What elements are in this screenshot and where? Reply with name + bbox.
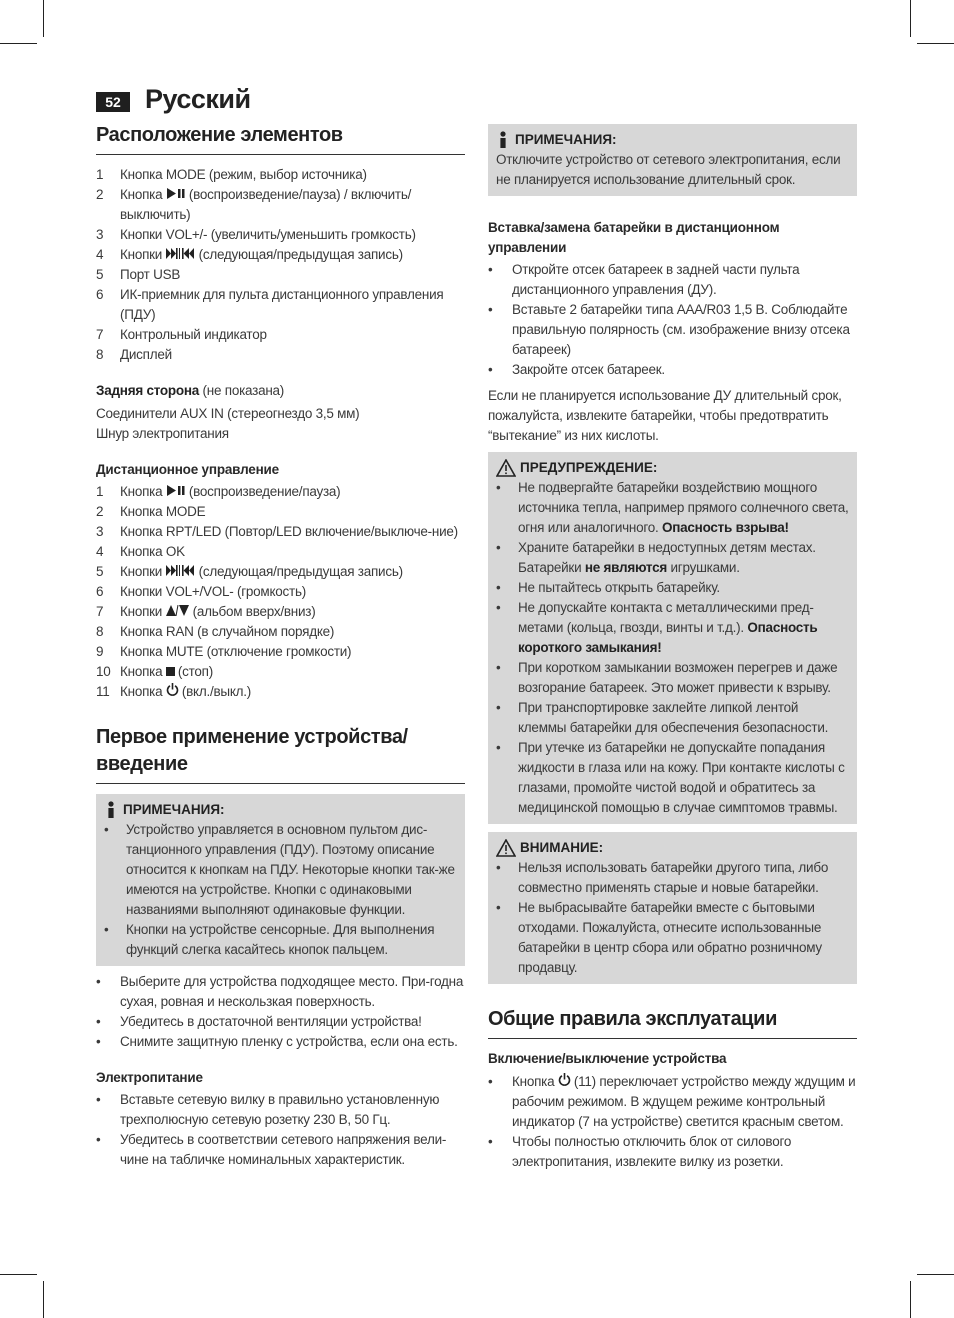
bullet: • [96, 1092, 101, 1107]
setup-item-text: Снимите защитную пленку с устройства, если она есть. [120, 1034, 458, 1049]
remote-item-desc: Кнопка RAN (в случайном порядке) [120, 624, 335, 639]
remote-item-text [120, 582, 306, 602]
remote-item-text [120, 522, 458, 542]
part-item-text [120, 265, 180, 285]
warning-triangle-icon [496, 459, 516, 477]
part-item-desc: (следующая/предыдущая запись) [198, 247, 403, 262]
setup-item-text: Выберите для устройства подходящее место. При-годна сухая, ровная и нескользкая поверхность. [120, 974, 464, 1009]
part-item-desc: Порт USB [120, 267, 181, 282]
remote-item-desc: Кнопка MODE [120, 504, 206, 519]
part-item-number: 7 [96, 327, 104, 342]
bullet: • [104, 922, 109, 937]
remote-item-desc: (альбом вверх/вниз) [192, 604, 316, 619]
bullet: • [488, 362, 493, 377]
remote-item [96, 522, 465, 542]
part-item [96, 185, 465, 225]
battery-item-text: Вставьте 2 батарейки типа AAA/R03 1,5 В. Соблюдайте правильную полярность (см. изображение внизу отсека батареек) [512, 302, 850, 357]
bullet: • [96, 1132, 101, 1147]
part-item-text [120, 285, 465, 325]
remote-item-number: 1 [96, 484, 104, 499]
part-item-desc: (воспроизведение/пауза) / включить/ выключить) [120, 187, 412, 222]
section-heading-rules: Общие правила эксплуатации [488, 1006, 857, 1039]
bullet: • [496, 580, 501, 595]
bullet: • [96, 1014, 101, 1029]
bullet: • [496, 660, 501, 675]
part-item [96, 345, 465, 365]
remote-item [96, 562, 465, 582]
play-pause-icon [166, 185, 186, 205]
warning-item-text: При транспортировке заклейте липкой лентой клеммы батарейки для обеспечения безопасности. [518, 700, 829, 735]
power-list [96, 1090, 465, 1170]
info-icon [496, 131, 510, 149]
bullet: • [496, 600, 501, 615]
caution-item [496, 858, 849, 898]
rear-connector-line: Соединители AUX IN (стереогнездо 3,5 мм) [96, 406, 360, 421]
note-title-row: ПРИМЕЧАНИЯ: [104, 800, 457, 820]
power-icon [558, 1072, 571, 1092]
onoff-item-desc: Чтобы полностью отключить блок от силового электропитания, извлеките вилку из розетки. [512, 1134, 792, 1169]
remote-item-number: 10 [96, 664, 111, 679]
section-heading-layout: Расположение элементов [96, 122, 465, 155]
warning-item [496, 738, 849, 818]
section-heading-first-use: Первое применение устройства/ введение [96, 724, 465, 784]
warning-box [488, 452, 857, 824]
remote-item-desc: (воспроизведение/пауза) [188, 484, 341, 499]
remote-item-desc: Кнопка MUTE (отключение громкости) [120, 644, 352, 659]
power-item-text: Вставьте сетевую вилку в правильно установленную трехполюсную сетевую розетку 230 В, 50 Гц. [120, 1092, 440, 1127]
caution-list [496, 858, 849, 978]
remote-item-label: Кнопка [120, 664, 166, 679]
remote-item-desc: Кнопки VOL+/VOL- (громкость) [120, 584, 306, 599]
remote-item [96, 622, 465, 642]
note-box-right [488, 124, 857, 196]
remote-heading: Дистанционное управление [96, 462, 279, 477]
part-item-desc: Кнопки VOL+/- (увеличить/уменьшить громкость) [120, 227, 416, 242]
play-pause-icon [166, 482, 186, 502]
remote-item-label: Кнопка [120, 484, 166, 499]
bullet: • [488, 1134, 493, 1149]
part-item-text [120, 185, 465, 225]
caution-item [496, 898, 849, 978]
remote-item-number: 3 [96, 524, 104, 539]
bullet: • [488, 262, 493, 277]
remote-item-number: 11 [96, 684, 110, 699]
rear-cord-line: Шнур электропитания [96, 426, 229, 441]
part-item [96, 325, 465, 345]
note-text: Отключите устройство от сетевого электропитания, если не планируется использование длительный срок. [496, 152, 841, 187]
part-item-label: Кнопки [120, 247, 166, 262]
bullet: • [496, 740, 501, 755]
note-item [104, 920, 457, 960]
remote-item-desc: Кнопка OK [120, 544, 185, 559]
part-item [96, 225, 465, 245]
remote-list [96, 482, 465, 702]
remote-item [96, 542, 465, 562]
battery-item-text: Закройте отсек батареек. [512, 362, 665, 377]
warning-item-text: При коротком замыкании возможен перегрев и даже возгорание батареек. Это может привести к взрыву. [518, 660, 838, 695]
crop-mark [917, 43, 954, 44]
onoff-item [488, 1072, 857, 1132]
note-item-text: Кнопки на устройстве сенсорные. Для выполнения функций слегка касайтесь кнопок пальцем. [126, 922, 435, 957]
part-item-desc: Кнопка MODE (режим, выбор источника) [120, 167, 367, 182]
remote-item-desc: (следующая/предыдущая запись) [198, 564, 403, 579]
remote-item [96, 682, 465, 702]
next-prev-icon [166, 562, 196, 582]
crop-mark [917, 1274, 954, 1275]
right-column [488, 124, 857, 1172]
battery-heading: Вставка/замена батарейки в дистанционном управлении [488, 220, 780, 255]
setup-item [96, 972, 465, 1012]
info-icon [104, 801, 118, 819]
note-item-text: Устройство управляется в основном пультом дис-танционного управления (ПДУ). Поэтому описание относится к кнопкам на ПДУ. Некоторые кнопки так-же имеются на устройстве. Кнопки с одинаковыми названиями выполняют одинаковые функции. [126, 822, 455, 917]
remote-item-text [120, 562, 403, 582]
warning-item [496, 578, 849, 598]
warning-item [496, 698, 849, 738]
battery-list [488, 260, 857, 380]
rear-side-line [96, 381, 465, 401]
power-heading: Электропитание [96, 1070, 203, 1085]
next-prev-icon [166, 245, 196, 265]
warning-item-text: Не допускайте контакта с металлическими пред-метами (кольца, гвозди, винты и т.д.). Опасность короткого замыкания! [518, 600, 818, 655]
remote-item-label: Кнопки [120, 604, 166, 619]
caution-title-row: ВНИМАНИЕ: [496, 838, 849, 858]
remote-item-desc: (стоп) [177, 664, 213, 679]
remote-item-label: Кнопки [120, 564, 166, 579]
onoff-item-text [512, 1074, 855, 1129]
remote-item-number: 5 [96, 564, 104, 579]
part-item [96, 265, 465, 285]
remote-item [96, 482, 465, 502]
part-item-number: 3 [96, 227, 104, 242]
remote-item-text [120, 602, 315, 622]
part-item-number: 5 [96, 267, 104, 282]
part-item-text [120, 245, 403, 265]
up-down-icon [166, 602, 190, 622]
warning-item-text: Храните батарейки в недоступных детям местах. Батарейки не являются игрушками. [518, 540, 816, 575]
onoff-list [488, 1072, 857, 1172]
note-box [96, 794, 465, 966]
bullet: • [496, 540, 501, 555]
caution-box [488, 832, 857, 984]
part-item-number: 2 [96, 187, 104, 202]
onoff-item-text [512, 1134, 791, 1169]
bullet: • [104, 822, 109, 837]
remote-item-number: 8 [96, 624, 104, 639]
setup-item-text: Убедитесь в достаточной вентиляции устройства! [120, 1014, 422, 1029]
remote-item [96, 582, 465, 602]
bullet: • [96, 1034, 101, 1049]
language-title: Русский [145, 84, 251, 114]
warning-title-row: ПРЕДУПРЕЖДЕНИЕ: [496, 458, 849, 478]
setup-item [96, 1032, 465, 1052]
remote-item-number: 4 [96, 544, 104, 559]
part-item-label: Кнопка [120, 187, 166, 202]
remote-item-number: 2 [96, 504, 104, 519]
crop-mark [910, 1281, 911, 1318]
remote-item-number: 6 [96, 584, 104, 599]
remote-item-text [120, 642, 351, 662]
remote-item-text [120, 682, 251, 702]
remote-item-text [120, 662, 213, 682]
battery-item [488, 260, 857, 300]
left-column [96, 122, 465, 1170]
warning-list [496, 478, 849, 818]
warning-item-text: При утечке из батарейки не допускайте попадания жидкости в глаза или на кожу. При контакте кислоты с глазами, промойте чистой водой и обратитесь за медицинской помощью в случае симптомов травмы. [518, 740, 845, 815]
remote-item-number: 9 [96, 644, 104, 659]
rear-side-note: (не показана) [199, 383, 285, 398]
power-icon [166, 682, 179, 702]
setup-list [96, 972, 465, 1052]
bullet: • [496, 700, 501, 715]
parts-list [96, 165, 465, 365]
battery-paragraph: Если не планируется использование ДУ длительный срок, пожалуйста, извлеките батарейки, чтобы предотвратить “вытекание” из них кислоты. [488, 388, 842, 443]
battery-item [488, 360, 857, 380]
page-number: 52 [96, 92, 130, 112]
caution-item-text: Не выбрасывайте батарейки вместе с бытовыми отходами. Пожалуйста, отнесите использованные батарейки в центр сбора или обратно розничному продавцу. [518, 900, 822, 975]
bullet: • [96, 974, 101, 989]
part-item [96, 245, 465, 265]
onoff-item [488, 1132, 857, 1172]
part-item-text [120, 345, 172, 365]
part-item-number: 4 [96, 247, 104, 262]
bullet: • [488, 1074, 493, 1089]
part-item-number: 8 [96, 347, 104, 362]
caution-triangle-icon [496, 839, 516, 857]
part-item-desc: ИК-приемник для пульта дистанционного управления (ПДУ) [120, 287, 444, 322]
caution-item-text: Нельзя использовать батарейки другого типа, либо совместно применять старые и новые батарейки. [518, 860, 829, 895]
part-item-number: 6 [96, 287, 104, 302]
emphasis: Опасность короткого замыкания! [518, 620, 818, 655]
onoff-heading: Включение/выключение устройства [488, 1051, 727, 1066]
remote-item-desc: (вкл./выкл.) [181, 684, 252, 699]
power-item [96, 1130, 465, 1170]
remote-item-desc: Кнопка RPT/LED (Повтор/LED включение/выключе-ние) [120, 524, 458, 539]
part-item [96, 165, 465, 185]
warning-item-text: Не пытайтесь открыть батарейку. [518, 580, 720, 595]
note-title-row: ПРИМЕЧАНИЯ: [496, 130, 849, 150]
stop-icon [166, 662, 175, 682]
crop-mark [910, 0, 911, 37]
remote-item-text [120, 482, 340, 502]
warning-item [496, 538, 849, 578]
bullet: • [496, 900, 501, 915]
warning-item [496, 658, 849, 698]
part-item-text [120, 165, 367, 185]
part-item-desc: Дисплей [120, 347, 172, 362]
remote-item [96, 502, 465, 522]
warning-item-text: Не подвергайте батарейки воздействию мощного источника тепла, например прямого солнечного света, огня или аналогичного. Опасность взрыва! [518, 480, 849, 535]
power-item [96, 1090, 465, 1130]
rear-side-label: Задняя сторона [96, 383, 200, 398]
battery-item [488, 300, 857, 360]
setup-item [96, 1012, 465, 1032]
battery-item-text: Откройте отсек батареек в задней части пульта дистанционного управления (ДУ). [512, 262, 800, 297]
emphasis: не являются [584, 560, 668, 575]
part-item-text [120, 225, 416, 245]
onoff-item-desc: (11) переключает устройство между ждущим и рабочим режимом. В ждущем режиме контрольный индикатор (7 на устройстве) светится красным светом. [512, 1074, 856, 1129]
onoff-item-text [512, 1072, 857, 1132]
part-item-number: 1 [96, 167, 104, 182]
warning-item [496, 598, 849, 658]
onoff-item-text [512, 1132, 857, 1172]
crop-mark [43, 0, 44, 37]
note-list [104, 820, 457, 960]
note-item [104, 820, 457, 920]
part-item [96, 285, 465, 325]
remote-item-text [120, 542, 185, 562]
remote-item [96, 642, 465, 662]
onoff-item-label: Кнопка [512, 1074, 558, 1089]
power-item-text: Убедитесь в соответствии сетевого напряжения вели-чине на табличке номинальных характеристик. [120, 1132, 447, 1167]
remote-item [96, 662, 465, 682]
part-item-text [120, 325, 267, 345]
remote-item-number: 7 [96, 604, 104, 619]
warning-item [496, 478, 849, 538]
remote-item-text [120, 502, 205, 522]
crop-mark [43, 1281, 44, 1318]
bullet: • [496, 860, 501, 875]
crop-mark [0, 1274, 37, 1275]
part-item-desc: Контрольный индикатор [120, 327, 267, 342]
emphasis: Опасность взрыва! [662, 520, 789, 535]
remote-item-label: Кнопка [120, 684, 166, 699]
crop-mark [0, 43, 37, 44]
bullet: • [496, 480, 501, 495]
remote-item-text [120, 622, 334, 642]
bullet: • [488, 302, 493, 317]
remote-item [96, 602, 465, 622]
